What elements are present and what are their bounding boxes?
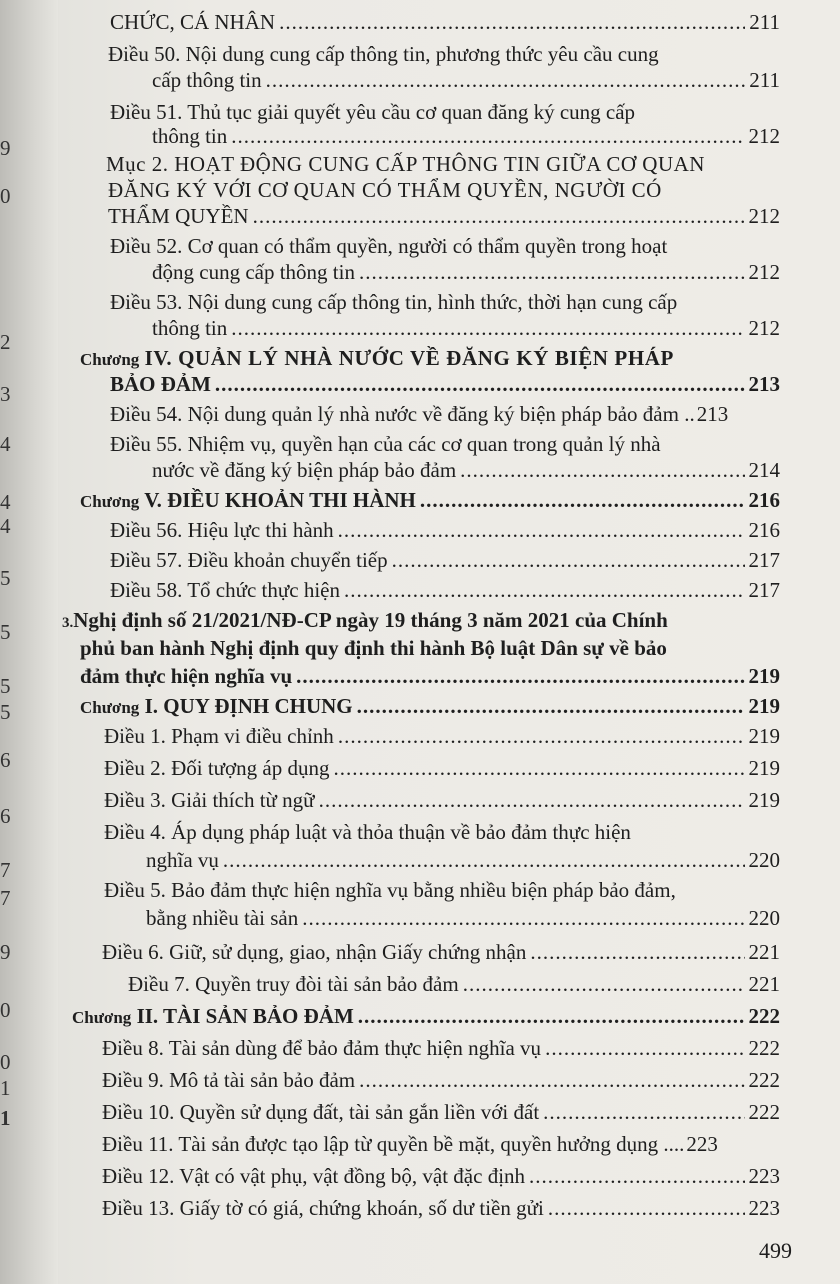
toc-entry[interactable]: đảm thực hiện nghĩa vụ ..... 219 xyxy=(80,662,780,690)
toc-page-number: 211 xyxy=(749,68,780,92)
toc-page-number: 220 xyxy=(748,848,780,872)
toc-entry[interactable]: thông tin ..... 212 xyxy=(152,122,780,150)
toc-chapter[interactable]: Chương I. QUY ĐỊNH CHUNG ..... 219 xyxy=(80,692,780,722)
gutter-number: 7 xyxy=(0,858,11,882)
toc-entry[interactable]: Điều 10. Quyền sử dụng đất, tài sản gắn liền với đất ..... 222 xyxy=(102,1098,780,1126)
gutter-number: 4 xyxy=(0,432,11,456)
toc-entry-line[interactable]: Điều 50. Nội dung cung cấp thông tin, phương thức yêu cầu cung xyxy=(108,42,659,66)
gutter-number: 5 xyxy=(0,674,11,698)
toc-entry[interactable]: Điều 6. Giữ, sử dụng, giao, nhận Giấy chứng nhận ..... 221 xyxy=(102,938,780,966)
toc-page-number: 214 xyxy=(748,458,780,482)
toc-decree-line[interactable]: 3.Nghị định số 21/2021/NĐ-CP ngày 19 tháng 3 năm 2021 của Chính xyxy=(62,608,668,632)
gutter-number: 6 xyxy=(0,804,11,828)
toc-entry[interactable]: Điều 58. Tổ chức thực hiện ..... 217 xyxy=(110,576,780,604)
toc-page-number: 217 xyxy=(748,548,780,572)
toc-page-number: 219 xyxy=(748,724,780,748)
toc-entry[interactable]: Điều 54. Nội dung quản lý nhà nước về đăng ký biện pháp bảo đảm .. 213 xyxy=(110,402,729,426)
toc-page-number: 222 xyxy=(748,1036,780,1060)
toc-entry-line[interactable]: Điều 52. Cơ quan có thẩm quyền, người có thẩm quyền trong hoạt xyxy=(110,234,668,258)
toc-page-number: 220 xyxy=(748,906,780,930)
toc-page-number: 222 xyxy=(748,1068,780,1092)
gutter-number: 4 xyxy=(0,490,11,514)
toc-entry[interactable]: Điều 13. Giấy tờ có giá, chứng khoán, số dư tiền gửi ..... 223 xyxy=(102,1194,780,1222)
toc-page-number: 223 xyxy=(748,1196,780,1220)
toc-page-number: 222 xyxy=(748,1004,780,1028)
toc-entry[interactable]: Điều 9. Mô tả tài sản bảo đảm ..... 222 xyxy=(102,1066,780,1094)
toc-page-number: 223 xyxy=(686,1132,718,1156)
gutter-number: 5 xyxy=(0,700,11,724)
toc-entry[interactable]: Điều 12. Vật có vật phụ, vật đồng bộ, vật đặc định ..... 223 xyxy=(102,1162,780,1190)
toc-page-number: 221 xyxy=(748,940,780,964)
gutter-number: 0 xyxy=(0,184,11,208)
toc-entry[interactable]: thông tin ..... 212 xyxy=(152,314,780,342)
toc-decree-line[interactable]: phủ ban hành Nghị định quy định thi hành Bộ luật Dân sự về bảo xyxy=(80,636,667,660)
page-number: 499 xyxy=(759,1238,792,1263)
gutter-number: 1 xyxy=(0,1106,11,1130)
toc-chapter[interactable]: Chương II. TÀI SẢN BẢO ĐẢM ..... 222 xyxy=(72,1002,780,1032)
toc-page-number: 219 xyxy=(748,788,780,812)
gutter-number: 1 xyxy=(0,1076,11,1100)
toc-entry[interactable]: THẨM QUYỀN ..... 212 xyxy=(108,202,780,230)
gutter-number: 3 xyxy=(0,382,11,406)
toc-entry[interactable]: CHỨC, CÁ NHÂN ..... 211 xyxy=(110,8,780,36)
toc-entry[interactable]: Điều 3. Giải thích từ ngữ ..... 219 xyxy=(104,786,780,814)
toc-entry-line[interactable]: Điều 4. Áp dụng pháp luật và thỏa thuận về bảo đảm thực hiện xyxy=(104,820,631,844)
gutter-number: 5 xyxy=(0,566,11,590)
toc-page-number: 211 xyxy=(749,10,780,34)
toc-chapter-line[interactable]: Chương IV. QUẢN LÝ NHÀ NƯỚC VỀ ĐĂNG KÝ BIỆN PHÁP xyxy=(80,346,674,370)
toc-page-number: 213 xyxy=(748,372,780,396)
toc-entry[interactable]: cấp thông tin ..... 211 xyxy=(152,66,780,94)
gutter-number: 9 xyxy=(0,940,11,964)
toc-entry-line[interactable]: Điều 55. Nhiệm vụ, quyền hạn của các cơ quan trong quản lý nhà xyxy=(110,432,661,456)
toc-section-line[interactable]: ĐĂNG KÝ VỚI CƠ QUAN CÓ THẨM QUYỀN, NGƯỜI CÓ xyxy=(108,178,662,202)
toc-page-number: 217 xyxy=(748,578,780,602)
toc-page-number: 212 xyxy=(748,204,780,228)
toc-page-number: 223 xyxy=(748,1164,780,1188)
toc-entry-line[interactable]: Điều 5. Bảo đảm thực hiện nghĩa vụ bằng nhiều biện pháp bảo đảm, xyxy=(104,878,676,902)
toc-page-number: 213 xyxy=(696,402,729,426)
toc-page-number: 216 xyxy=(748,488,780,512)
toc-entry[interactable]: BẢO ĐẢM ..... 213 xyxy=(110,370,780,398)
toc-page-number: 212 xyxy=(748,316,780,340)
gutter-number: 0 xyxy=(0,1050,11,1074)
toc-page-number: 212 xyxy=(748,124,780,148)
gutter-number: 0 xyxy=(0,998,11,1022)
toc-entry[interactable]: động cung cấp thông tin ..... 212 xyxy=(152,258,780,286)
gutter-number: 5 xyxy=(0,620,11,644)
toc-entry[interactable]: Điều 11. Tài sản được tạo lập từ quyền bề mặt, quyền hưởng dụng .... 223 xyxy=(102,1132,718,1156)
toc-page-number: 219 xyxy=(748,664,780,688)
toc-entry-line[interactable]: Điều 51. Thủ tục giải quyết yêu cầu cơ quan đăng ký cung cấp xyxy=(110,100,636,124)
gutter-number: 2 xyxy=(0,330,11,354)
toc-page-number: 219 xyxy=(748,756,780,780)
toc-entry[interactable]: nghĩa vụ ..... 220 xyxy=(146,846,780,874)
toc-entry[interactable]: Điều 57. Điều khoản chuyển tiếp ..... 217 xyxy=(110,546,780,574)
toc-entry[interactable]: Điều 1. Phạm vi điều chỉnh ..... 219 xyxy=(104,722,780,750)
toc-section-line[interactable]: Mục 2. HOẠT ĐỘNG CUNG CẤP THÔNG TIN GIỮA CƠ QUAN xyxy=(106,152,705,176)
toc-page-number: 219 xyxy=(748,694,780,718)
toc-entry[interactable]: nước về đăng ký biện pháp bảo đảm ..... 214 xyxy=(152,456,780,484)
toc-entry[interactable]: bằng nhiều tài sản ..... 220 xyxy=(146,904,780,932)
toc-page-number: 221 xyxy=(748,972,780,996)
gutter-number: 6 xyxy=(0,748,11,772)
toc-page-number: 212 xyxy=(748,260,780,284)
toc-page-number: 222 xyxy=(748,1100,780,1124)
toc-page-number: 216 xyxy=(748,518,780,542)
previous-page-edge xyxy=(0,0,58,1284)
gutter-number: 7 xyxy=(0,886,11,910)
toc-entry[interactable]: Điều 8. Tài sản dùng để bảo đảm thực hiện nghĩa vụ ..... 222 xyxy=(102,1034,780,1062)
toc-chapter[interactable]: Chương V. ĐIỀU KHOẢN THI HÀNH ..... 216 xyxy=(80,486,780,516)
gutter-number: 9 xyxy=(0,136,11,160)
toc-entry[interactable]: Điều 56. Hiệu lực thi hành ..... 216 xyxy=(110,516,780,544)
toc-entry-line[interactable]: Điều 53. Nội dung cung cấp thông tin, hình thức, thời hạn cung cấp xyxy=(110,290,678,314)
toc-entry[interactable]: Điều 7. Quyền truy đòi tài sản bảo đảm ..... 221 xyxy=(128,970,780,998)
gutter-number: 4 xyxy=(0,514,11,538)
toc-entry[interactable]: Điều 2. Đối tượng áp dụng ..... 219 xyxy=(104,754,780,782)
